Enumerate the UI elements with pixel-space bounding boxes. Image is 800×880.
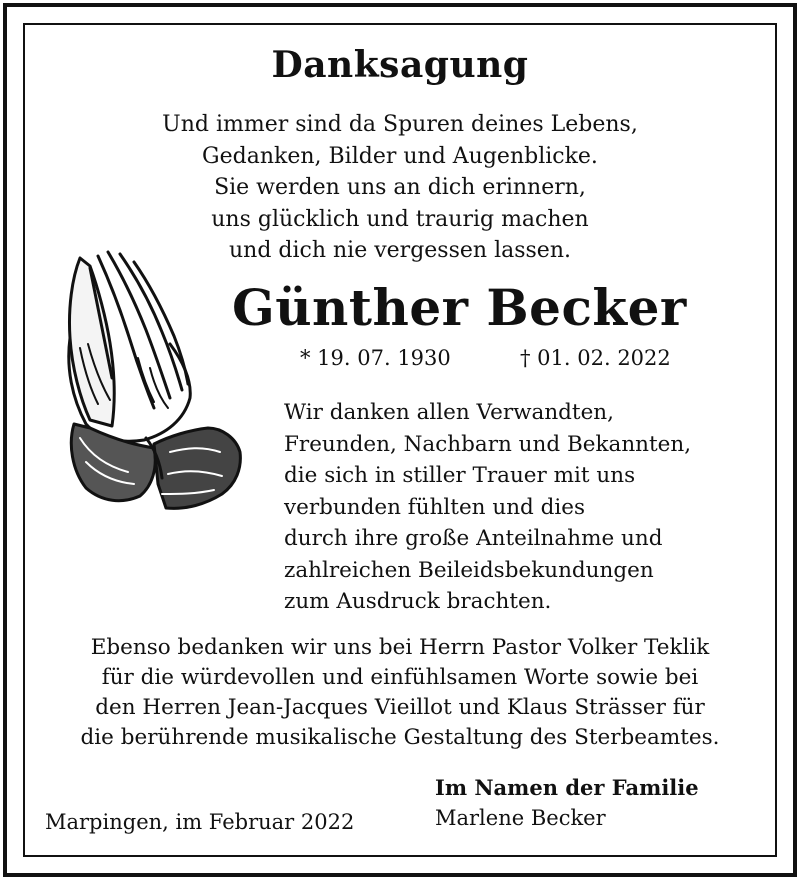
thanks-line: Wir danken allen Verwandten, [284,400,614,425]
birth-date: * 19. 07. 1930 [300,346,451,370]
thanks-line: zum Ausdruck brachten. [284,589,552,614]
extra-thanks-paragraph [0,633,800,753]
extra-line: Ebenso bedanken wir uns bei Herrn Pastor Volker Teklik [90,635,710,660]
deceased-name: Günther Becker [232,278,687,337]
poem [0,109,800,267]
death-date: † 01. 02. 2022 [520,346,671,370]
place-date: Marpingen, im Februar 2022 [45,810,355,834]
thanks-line: die sich in stiller Trauer mit uns [284,463,636,488]
signature-name: Marlene Becker [435,806,606,830]
poem-line: und dich nie vergessen lassen. [229,238,571,263]
extra-line: die berührende musikalische Gestaltung des Sterbeamtes. [80,725,720,750]
poem-line: Gedanken, Bilder und Augenblicke. [202,143,598,169]
thanks-line: zahlreichen Beileidsbekundungen [284,557,654,583]
poem-line: Sie werden uns an dich erinnern, [214,175,586,200]
poem-line: Und immer sind da Spuren deines Lebens, [162,112,638,137]
praying-hands-icon [50,248,250,516]
thanks-line: Freunden, Nachbarn und Bekannten, [284,431,692,457]
extra-line: für die würdevollen und einfühlsamen Worte sowie bei [101,665,699,690]
thanks-line: verbunden fühlten und dies [284,494,586,520]
signature-title: Im Namen der Familie [435,775,699,800]
thanks-paragraph [284,397,691,618]
thanks-line: durch ihre große Anteilnahme und [284,526,663,551]
extra-line: den Herren Jean-Jacques Vieillot und Klaus Strässer für [95,695,705,720]
poem-line: uns glücklich und traurig machen [211,206,589,232]
notice-heading: Danksagung [271,44,529,86]
